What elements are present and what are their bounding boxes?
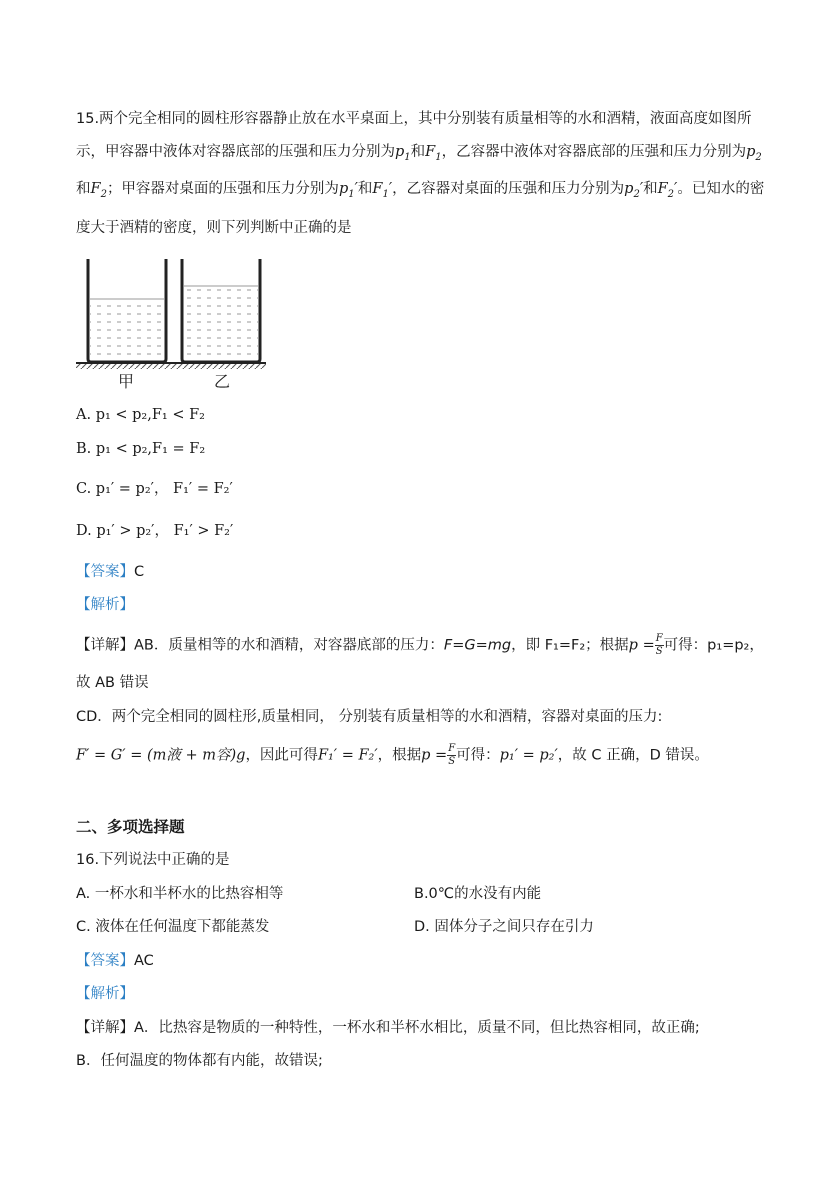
q16-analysis: 【解析】 bbox=[76, 986, 134, 1002]
water-liquid bbox=[90, 299, 164, 359]
q15-line2: 示，甲容器中液体对容器底部的压强和压力分别为$p_1$和$F_1$，乙容器中液体对容器底部的压强和压力分别为$p_2$ bbox=[76, 144, 762, 163]
fraction-f-over-s-2: $\frac{F}{S}$ bbox=[448, 743, 456, 767]
q16-detail-2: B．任何温度的物体都有内能，故错误; bbox=[76, 1053, 323, 1069]
q16-option-b: B.0℃的水没有内能 bbox=[414, 886, 542, 902]
q15-option-d: D. p₁′ > p₂′， F₁′ > F₂′ bbox=[76, 523, 234, 539]
q15-line1: 15.两个完全相同的圆柱形容器静止放在水平桌面上，其中分别装有质量相等的水和酒精，液面高度如图所 bbox=[76, 111, 752, 127]
q16-option-d: D. 固体分子之间只存在引力 bbox=[414, 919, 594, 935]
q15-analysis: 【解析】 bbox=[76, 597, 134, 613]
q15-line3: 和$F_2$；甲容器对桌面的压强和压力分别为$p_1'$和$F_1'$，乙容器对桌面的压强和压力分别为$p_2'$和$F_2'$。已知水的密 bbox=[76, 181, 765, 200]
q16-option-c: C. 液体在任何温度下都能蒸发 bbox=[76, 919, 270, 935]
label-jia: 甲 bbox=[118, 372, 135, 391]
q15-option-c: C. p₁′ = p₂′， F₁′ = F₂′ bbox=[76, 481, 233, 497]
containers-figure bbox=[76, 254, 266, 394]
q16-answer: 【答案】AC bbox=[76, 953, 154, 969]
q15-detail-3: CD．两个完全相同的圆柱形,质量相同， 分别装有质量相等的水和酒精，容器对桌面的压力: bbox=[76, 709, 663, 725]
label-yi: 乙 bbox=[214, 372, 231, 391]
q15-option-a: A. p₁ < p₂,F₁ < F₂ bbox=[76, 407, 205, 423]
fraction-f-over-s: $\frac{F}{S}$ bbox=[655, 633, 663, 657]
section-title-multiple-choice: 二、多项选择题 bbox=[76, 818, 185, 836]
q15-detail-4: F′ = G′ = (m液 + m容)g，因此可得F₁′ = F₂′，根据p = $\frac{F}{S}$ 可得：p₁′ = p₂′，故 C 正确，D 错误。 bbox=[76, 743, 709, 767]
q16-detail-1: 【详解】A．比热容是物质的一种特性，一杯水和半杯水相比，质量不同，但比热容相同，故正确; bbox=[76, 1020, 700, 1036]
alcohol-liquid bbox=[184, 286, 258, 359]
q15-answer: 【答案】C bbox=[76, 564, 145, 580]
q15-option-b: B. p₁ < p₂,F₁ = F₂ bbox=[76, 441, 206, 457]
q16-stem: 16.下列说法中正确的是 bbox=[76, 852, 230, 868]
q15-line4: 度大于酒精的密度，则下列判断中正确的是 bbox=[76, 220, 352, 236]
q15-detail-2: 故 AB 错误 bbox=[76, 675, 149, 691]
q16-option-a: A. 一杯水和半杯水的比热容相等 bbox=[76, 886, 284, 902]
q15-detail-1: 【详解】AB．质量相等的水和酒精，对容器底部的压力：F=G=mg，即 F₁=F₂；根据p = $\frac{F}{S}$ 可得：p₁=p₂， bbox=[76, 633, 764, 657]
